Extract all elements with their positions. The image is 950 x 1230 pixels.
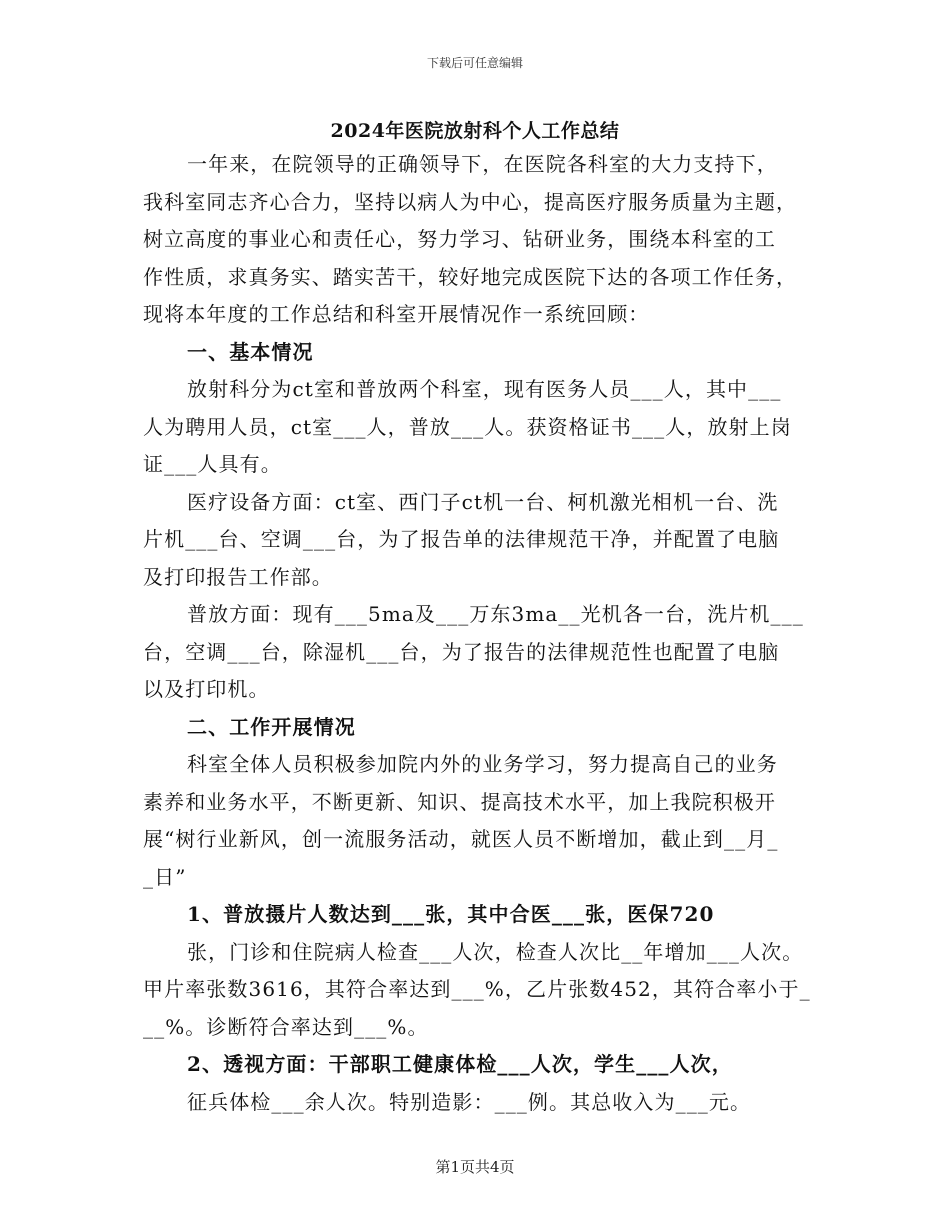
text-line: 及打印报告工作部。	[143, 564, 333, 589]
text-line: 证___人具有。	[143, 452, 282, 476]
text-line: 科室全体人员积极参加院内外的业务学习，努力提高自己的业务	[187, 752, 778, 776]
text-line: 素养和业务水平，不断更新、知识、提高技术水平，加上我院积极开	[143, 789, 776, 814]
text-line: 台，空调___台，除湿机___台，为了报告的法律规范性也配置了电脑	[143, 639, 780, 664]
text-line: 作性质，求真务实、踏实苦干，较好地完成医院下达的各项工作任务，	[143, 264, 798, 289]
subsection-heading: 1、普放摄片人数达到___张，其中合医___张，医保720	[187, 902, 715, 926]
text-line: 现将本年度的工作总结和科室开展情况作一系统回顾：	[143, 302, 650, 326]
text-line: 展“树行业新风，创一流服务活动，就医人员不断增加，截止到__月_	[143, 827, 779, 851]
text-line: 医疗设备方面：ct室、西门子ct机一台、柯机激光相机一台、洗	[187, 489, 779, 514]
text-line: 甲片率张数3616，其符合率达到___%，乙片张数452，其符合率小于_	[143, 977, 811, 1001]
text-line: 放射科分为ct室和普放两个科室，现有医务人员___人，其中___	[187, 377, 782, 401]
text-line: 我科室同志齐心合力，坚持以病人为中心，提高医疗服务质量为主题，	[143, 189, 798, 214]
text-line: 张，门诊和住院病人检查___人次，检查人次比__年增加___人次。	[187, 939, 804, 964]
text-line: 征兵体检___余人次。特别造影：___例。其总收入为___元。	[187, 1089, 752, 1114]
document-body	[143, 146, 811, 1121]
document-title: 2024年医院放射科个人工作总结	[330, 120, 620, 142]
header-note: 下载后可任意编辑	[426, 56, 523, 70]
section-heading: 一、基本情况	[187, 339, 314, 364]
text-line: __%。诊断符合率达到___%。	[143, 1014, 429, 1039]
text-line: 人为聘用人员，ct室___人，普放___人。获资格证书___人，放射上岗	[143, 414, 792, 439]
text-line: 一年来，在院领导的正确领导下，在医院各科室的大力支持下，	[187, 152, 778, 176]
subsection-heading: 2、透视方面：干部职工健康体检___人次，学生___人次，	[187, 1052, 733, 1076]
text-line: 以及打印机。	[143, 677, 270, 701]
text-line: 树立高度的事业心和责任心，努力学习、钻研业务，围绕本科室的工	[143, 227, 776, 251]
text-line: 片机___台、空调___台，为了报告单的法律规范干净，并配置了电脑	[143, 527, 780, 551]
page-footer: 第1页共4页	[435, 1158, 515, 1176]
text-line: 普放方面：现有___5ma及___万东3ma__光机各一台，洗片机___	[187, 602, 804, 626]
text-line: _日”	[143, 864, 187, 889]
section-heading: 二、工作开展情况	[187, 714, 356, 739]
